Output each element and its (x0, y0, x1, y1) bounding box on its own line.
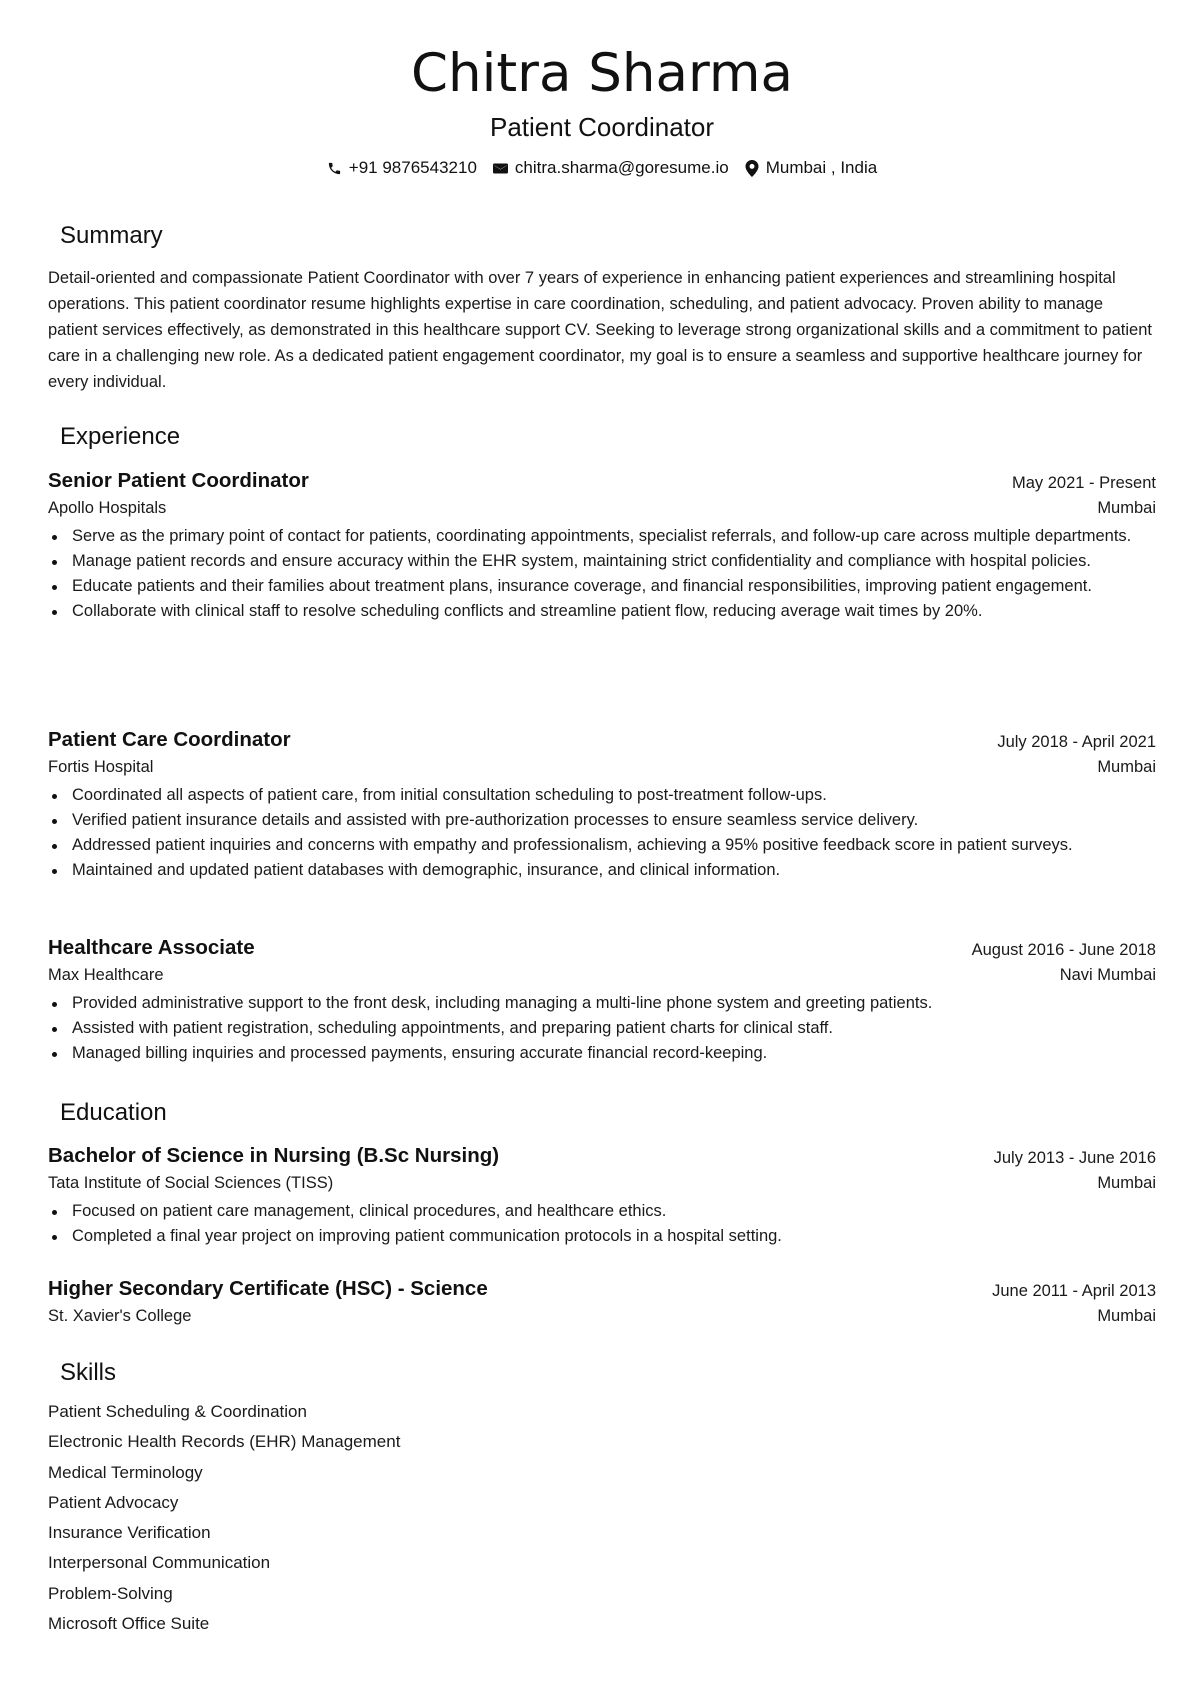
contact-bar (48, 156, 1156, 180)
job-bullets (48, 783, 1156, 883)
bullet-item: Managed billing inquiries and processed payments, ensuring accurate financial record-keeping. (48, 1041, 1156, 1066)
job-dates: July 2018 - April 2021 (997, 733, 1156, 751)
job-location: Mumbai (1097, 499, 1156, 517)
location-text: Mumbai , India (765, 158, 878, 177)
skill-item: Problem-Solving (48, 1583, 173, 1603)
email-text: chitra.sharma@goresume.io (514, 158, 729, 177)
bullet-item: Serve as the primary point of contact for patients, coordinating appointments, specialist referrals, and follow-up care across multiple departments. (48, 524, 1156, 549)
skill-item: Patient Advocacy (48, 1492, 179, 1512)
bullet-item: Verified patient insurance details and assisted with pre-authorization processes to ensure seamless service delivery. (48, 808, 1156, 833)
job-dates: August 2016 - June 2018 (971, 941, 1156, 959)
job-bullets (48, 991, 1156, 1066)
skill-item: Interpersonal Communication (48, 1553, 271, 1573)
experience-entry (48, 726, 1156, 883)
institution: St. Xavier's College (48, 1307, 192, 1325)
bullet-item: Provided administrative support to the front desk, including managing a multi-line phone system and greeting patients. (48, 991, 1156, 1016)
bullet-item: Assisted with patient registration, scheduling appointments, and preparing patient charts for clinical staff. (48, 1016, 1156, 1041)
employer: Apollo Hospitals (48, 499, 167, 517)
phone-text: +91 9876543210 (348, 158, 477, 177)
degree-title: Bachelor of Science in Nursing (B.Sc Nursing) (48, 1144, 500, 1167)
education-entry (48, 1142, 1156, 1249)
job-bullets (48, 524, 1156, 624)
contact-location (745, 158, 878, 178)
job-title: Patient Care Coordinator (48, 728, 291, 751)
bullet-item: Maintained and updated patient databases with demographic, insurance, and clinical information. (48, 858, 1156, 883)
institution-location: Mumbai (1097, 1307, 1156, 1325)
skills-list (48, 1397, 1156, 1639)
skills-heading: Skills (60, 1359, 117, 1386)
skill-item: Medical Terminology (48, 1462, 203, 1482)
bullet-item: Educate patients and their families about treatment plans, insurance coverage, and financial responsibilities, improving patient engagement. (48, 574, 1156, 599)
skill-item: Microsoft Office Suite (48, 1614, 210, 1634)
bullet-item: Manage patient records and ensure accuracy within the EHR system, maintaining strict confidentiality and compliance with hospital policies. (48, 549, 1156, 574)
experience-entry (48, 467, 1156, 624)
bullet-item: Focused on patient care management, clinical procedures, and healthcare ethics. (48, 1199, 1156, 1224)
bullet-item: Addressed patient inquiries and concerns with empathy and professionalism, achieving a 95% positive feedback score in patient surveys. (48, 833, 1156, 858)
phone-icon (327, 161, 342, 176)
summary-text: Detail-oriented and compassionate Patient Coordinator with over 7 years of experience in enhancing patient experiences and streamlining hospital operations. This patient coordinator resume highlights expertise in care coordination, scheduling, and patient advocacy. Proven ability to manage patient services effectively, as demonstrated in this healthcare support CV. Seeking to leverage strong organizational skills and a commitment to patient care in a challenging new role. As a dedicated patient engagement coordinator, my goal is to ensure a seamless and supportive healthcare journey for every individual. (48, 269, 1152, 391)
bullet-item: Coordinated all aspects of patient care, from initial consultation scheduling to post-treatment follow-ups. (48, 783, 1156, 808)
degree-bullets (48, 1199, 1156, 1249)
job-title: Healthcare Associate (48, 936, 255, 959)
degree-dates: June 2011 - April 2013 (992, 1282, 1156, 1300)
institution-location: Mumbai (1097, 1174, 1156, 1192)
skill-item: Insurance Verification (48, 1523, 211, 1543)
job-title: Senior Patient Coordinator (48, 469, 309, 492)
job-location: Mumbai (1097, 758, 1156, 776)
summary-heading: Summary (60, 222, 163, 249)
education-heading: Education (60, 1099, 167, 1126)
map-pin-icon (745, 160, 759, 177)
skill-item: Patient Scheduling & Coordination (48, 1402, 307, 1421)
candidate-name: Chitra Sharma (411, 43, 793, 104)
candidate-title: Patient Coordinator (489, 112, 715, 142)
experience-heading: Experience (60, 423, 181, 450)
employer: Fortis Hospital (48, 758, 154, 776)
employer: Max Healthcare (48, 966, 164, 984)
skill-item: Electronic Health Records (EHR) Management (48, 1432, 401, 1452)
bullet-item: Completed a final year project on improving patient communication protocols in a hospital setting. (48, 1224, 1156, 1249)
institution: Tata Institute of Social Sciences (TISS) (48, 1174, 334, 1192)
contact-email (493, 158, 729, 178)
experience-entry (48, 934, 1156, 1066)
degree-dates: July 2013 - June 2016 (993, 1149, 1156, 1167)
degree-title: Higher Secondary Certificate (HSC) - Science (48, 1277, 488, 1300)
contact-phone (327, 158, 477, 178)
envelope-icon (493, 162, 508, 175)
bullet-item: Collaborate with clinical staff to resolve scheduling conflicts and streamline patient flow, reducing average wait times by 20%. (48, 599, 1156, 624)
job-location: Navi Mumbai (1059, 966, 1156, 984)
job-dates: May 2021 - Present (1012, 474, 1156, 492)
education-entry (48, 1275, 1156, 1330)
